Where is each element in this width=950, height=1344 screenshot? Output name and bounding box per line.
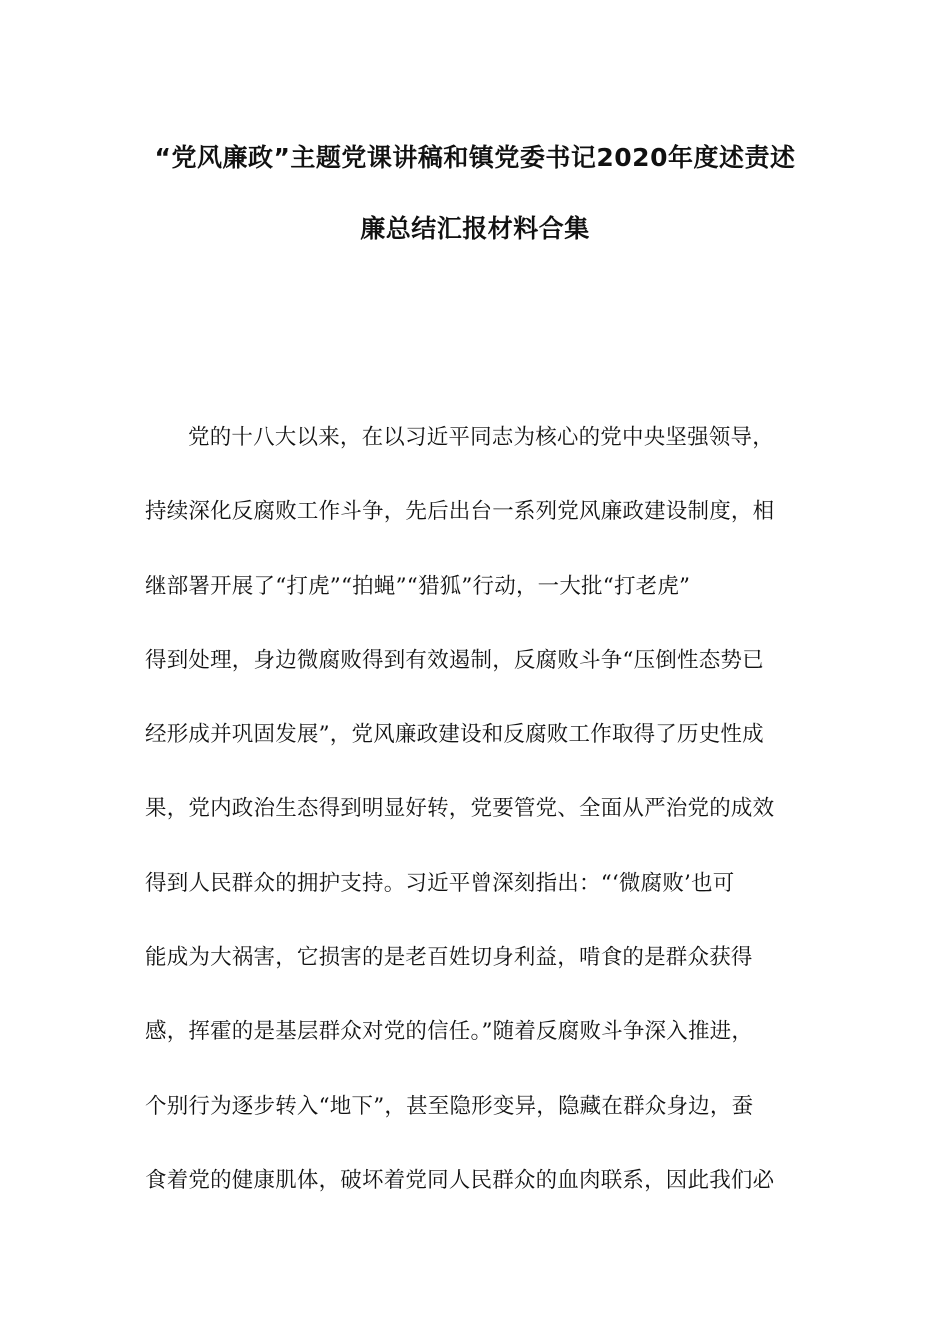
body-paragraph <box>145 425 805 1242</box>
body-line: 持续深化反腐败工作斗争，先后出台一系列党风廉政建设制度，相 <box>145 499 775 525</box>
body-line: 感，挥霍的是基层群众对党的信任。”随着反腐败斗争深入推进， <box>145 1019 754 1045</box>
body-line: 经形成并巩固发展”，党风廉政建设和反腐败工作取得了历史性成 <box>145 722 764 748</box>
body-line: 食着党的健康肌体，破坏着党同人民群众的血肉联系，因此我们必 <box>145 1167 775 1193</box>
document-title-line-2: 廉总结汇报材料合集 <box>360 214 590 243</box>
body-line: 得到人民群众的拥护支持。习近平曾深刻指出：“‘微腐败’也可 <box>145 870 735 896</box>
body-line: 得到处理，身边微腐败得到有效遏制，反腐败斗争“压倒性态势已 <box>145 647 764 673</box>
body-line: 能成为大祸害，它损害的是老百姓切身利益，啃食的是群众获得 <box>145 945 753 971</box>
body-line: 党的十八大以来，在以习近平同志为核心的党中央坚强领导， <box>188 425 774 450</box>
body-line: 果，党内政治生态得到明显好转，党要管党、全面从严治党的成效 <box>145 796 775 822</box>
document-title-line-1: “党风廉政”主题党课讲稿和镇党委书记2020年度述责述 <box>154 143 796 172</box>
body-line: 继部署开展了“打虎”“拍蝇”“猎狐”行动，一大批“打老虎” <box>145 573 691 599</box>
body-line: 个别行为逐步转入“地下”，甚至隐形变异，隐藏在群众身边，蚕 <box>145 1093 754 1119</box>
